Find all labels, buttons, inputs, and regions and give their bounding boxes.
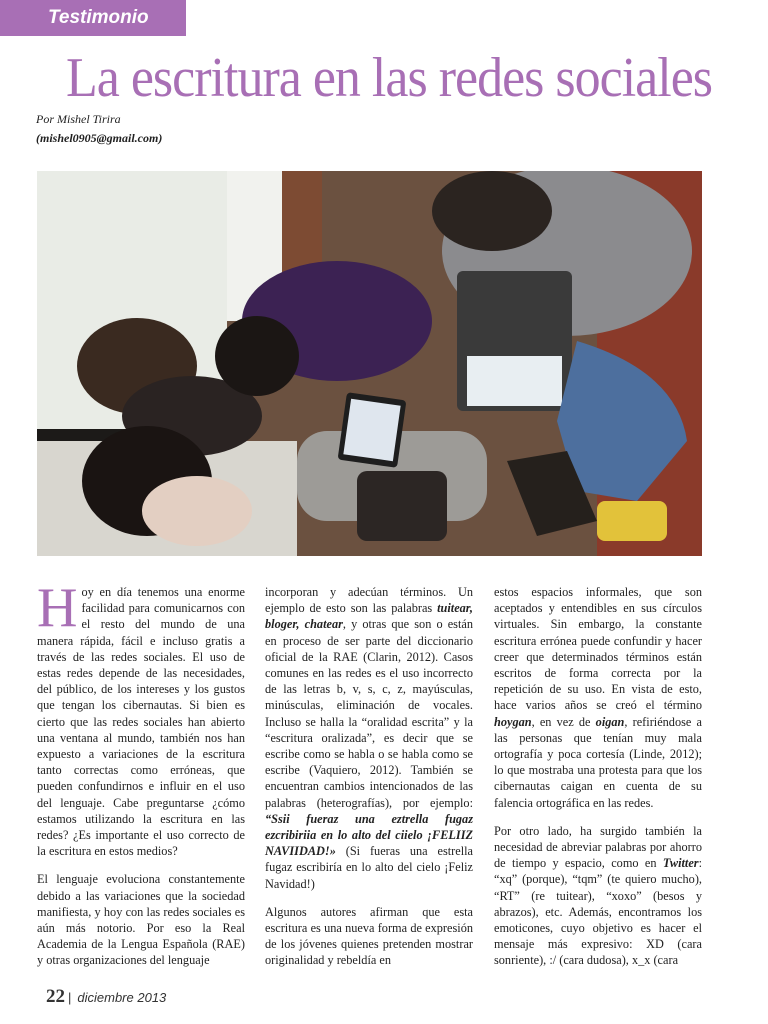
emphasis-words: tuitear, bloger, chatear — [265, 601, 473, 632]
paragraph — [265, 584, 473, 892]
emphasis-example: “Ssii fueraz una eztrella fugaz ezcribiriia en lo alto del ciielo ¡FELIIZ NAVIIDAD!» — [265, 811, 473, 859]
section-tag: Testimonio — [0, 0, 186, 36]
author-name: Por Mishel Tirira — [36, 112, 121, 126]
drop-cap: H — [37, 577, 78, 639]
paragraph-text: Por otro lado, ha surgido también la necesidad de abreviar palabras por ahorro de tiempo y espacio, como en — [494, 823, 702, 871]
photo-illustration — [37, 171, 702, 556]
emphasis-word: hoygan — [494, 714, 532, 729]
paragraph-text: : “xq” (porque), “tqm” (te quiero mucho), “RT” (re tuitear), “xoxo” (besos y abrazos), etc. Además, encontramos los emoticones, cuyo objetivo es hacer el mensaje más expresivo: XD (cara sonriente), :/ (cara dudosa), x_x (cara — [494, 856, 702, 968]
column-1 — [37, 577, 245, 981]
paragraph-text: estos espacios informales, que son aceptados y entendibles en sus círculos virtuales. Sin embargo, la constante escritura errónea puede confundir y hacer creer que determinados términos están escritos de forma correcta por la repetición de su uso. En vista de esto, hace varios años se creó el término — [494, 585, 702, 713]
emphasis-word: oigan — [595, 714, 625, 729]
author-email: (mishel0905@gmail.com) — [36, 131, 163, 145]
article-title: La escritura en las redes sociales — [66, 47, 713, 109]
paragraph-text: , y otras que son o están en proceso de ser parte del diccionario oficial de la RAE (Clarin, 2012). Casos comunes en las redes es el uso incorrecto de las letras b, v, s, c, z, mayúsculas, minúsculas, eliminación de vocales. Incluso se halla la “oralidad escrita” y la “escritura oralizada”, es decir que se escribe como se habla o se habla como se escribe (Vaquiero, 2012). También se encuentran cambios intencionados de las palabras (heterografías), por ejemplo: — [265, 617, 473, 810]
issue-date: diciembre 2013 — [77, 990, 167, 1005]
emphasis-word: Twitter — [662, 856, 699, 871]
paragraph: Algunos autores afirman que esta escritura es una nueva forma de expresión de los jóvenes quienes pretenden mostrar originalidad y rebeldía en — [265, 904, 473, 968]
column-3 — [494, 584, 702, 981]
page-footer — [46, 986, 166, 1008]
paragraph — [494, 584, 702, 811]
article-photo — [37, 171, 702, 556]
column-2 — [265, 584, 473, 981]
paragraph-text: oy en día tenemos una enorme facilidad para comunicarnos con el resto del mundo de una manera rápida, fácil e incluso gratis a través de las redes sociales. El uso de estas redes depende de las necesidades, del público, de los intereses y los gustos que tengan los cibernautas. Si bien es cierto que las redes sociales han abierto una ventana al mundo, también nos han expuesto a variaciones de la escritura tanto correctas como erróneas, que pueden confundirnos e influir en el uso del lenguaje. Cabe preguntarse ¿cómo estamos utilizando la escritura en las redes? ¿Es importante el uso correcto de la escritura en estos medios? — [37, 585, 245, 859]
paragraph-text: (Si fueras una estrella fugaz escribiría en lo alto del cielo ¡Feliz Navidad!) — [265, 844, 473, 891]
paragraph-text: , refiriéndose a las personas que tenían muy mala ortografía y poca cortesía (Linde, 2012); lo que mostraba una protesta para que los cibernautas caigan en cuenta de su falencia ortográfica en las redes. — [494, 714, 702, 810]
paragraph-text: , en vez de — [531, 714, 596, 729]
byline — [36, 110, 162, 148]
paragraph: El lenguaje evoluciona constantemente debido a las variaciones que la sociedad manifiesta, y hoy con las redes sociales es aún más notorio. Por eso la Real Academia de la Lengua Española (RAE) y otras organizaciones del lenguaje — [37, 872, 245, 968]
page-number: 22 — [46, 986, 65, 1007]
paragraph — [37, 577, 245, 859]
footer-separator: | — [68, 990, 72, 1005]
paragraph — [494, 823, 702, 969]
paragraph-text: incorporan y adecúan términos. Un ejemplo de esto son las palabras — [265, 585, 473, 616]
